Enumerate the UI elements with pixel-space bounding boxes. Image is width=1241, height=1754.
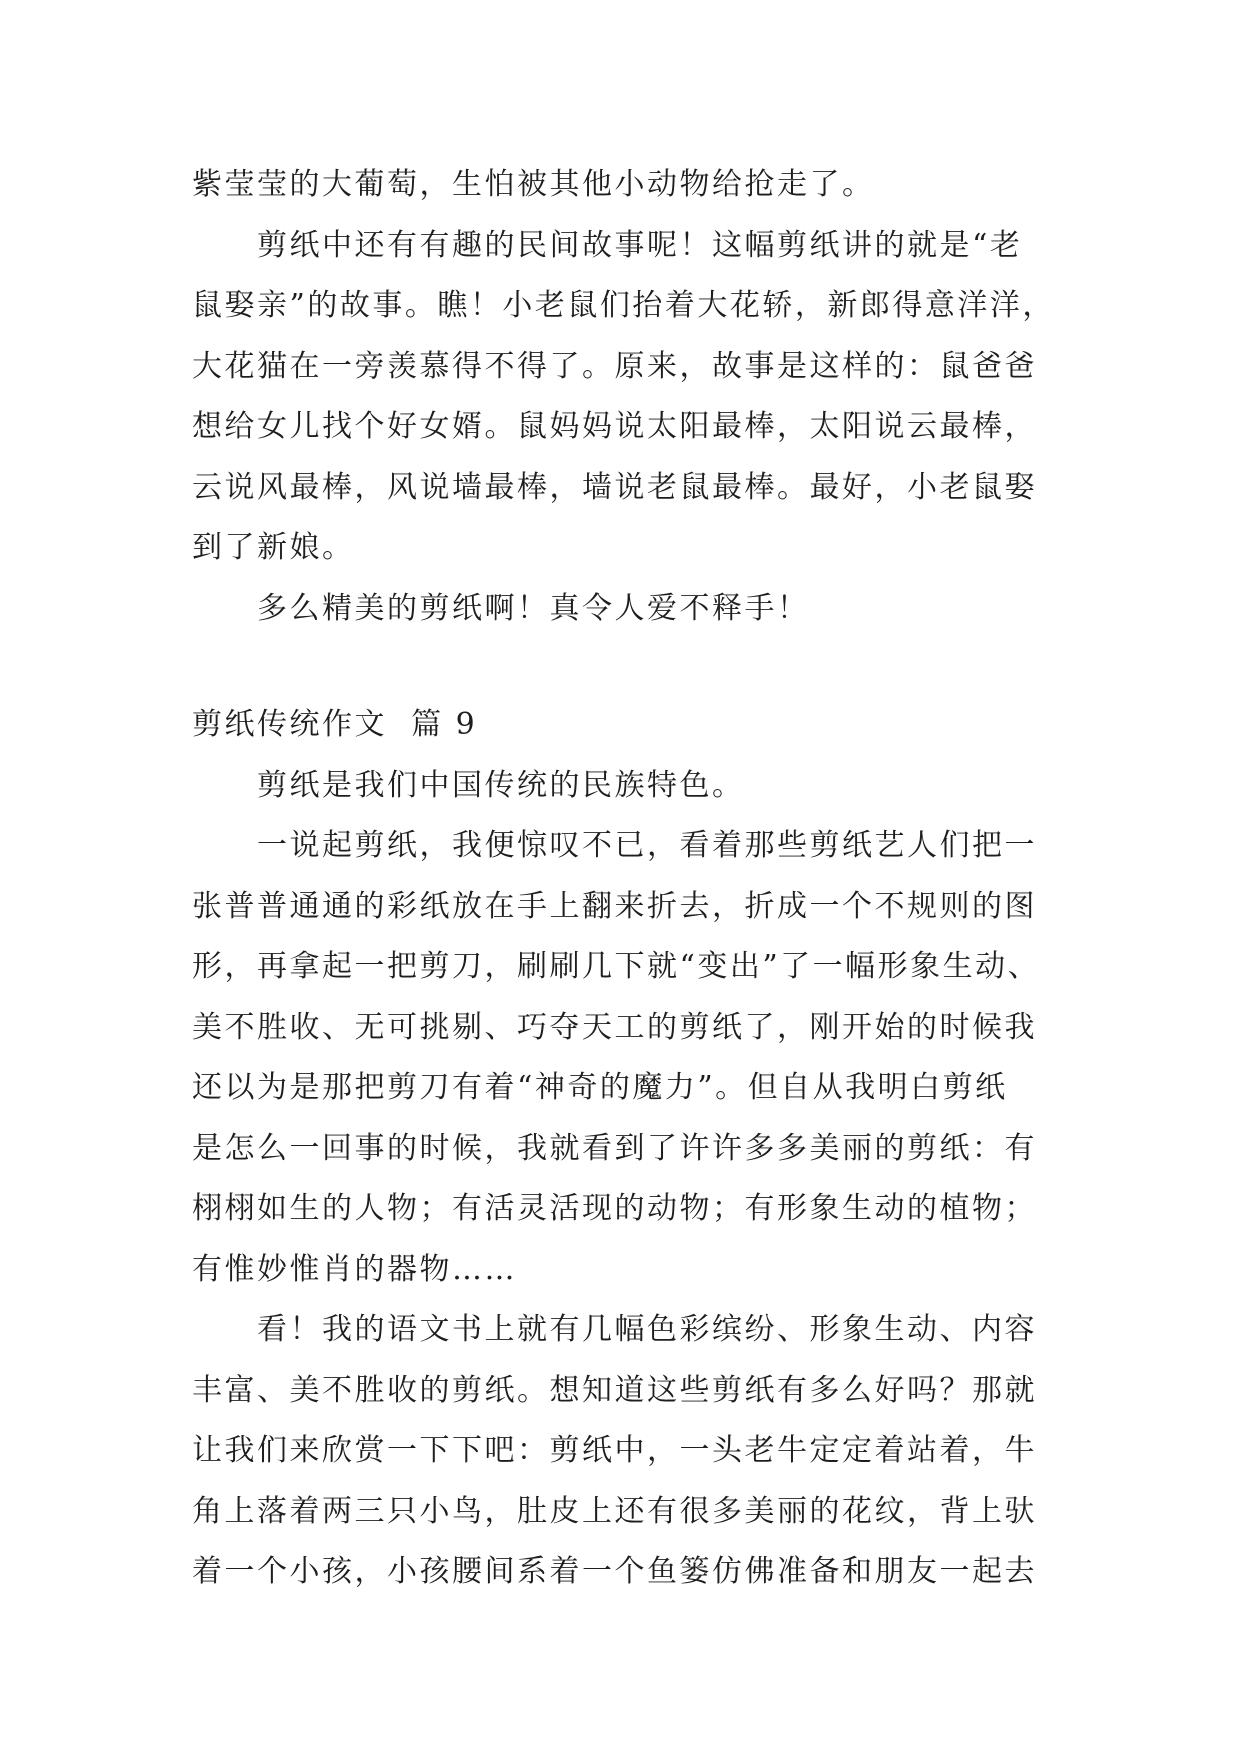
text-line: 张普普通通的彩纸放在手上翻来折去，折成一个不规则的图 (192, 888, 1037, 924)
text-line: 角上落着两三只小鸟，肚皮上还有很多美丽的花纹，背上驮 (192, 1493, 1037, 1529)
text-line: 一说起剪纸，我便惊叹不已，看着那些剪纸艺人们把一 (257, 828, 1037, 863)
text-line: 多么精美的剪纸啊！真令人爱不释手！ (257, 590, 810, 626)
text-line: 到了新娘。 (192, 530, 355, 565)
text-line: 美不胜收、无可挑剔、巧夺天工的剪纸了，刚开始的时候我 (192, 1009, 1037, 1045)
text-line: 有惟妙惟肖的器物…… (192, 1251, 517, 1287)
article-body (192, 155, 1072, 1603)
text-line: 想给女儿找个好女婿。鼠妈妈说太阳最棒，太阳说云最棒， (192, 409, 1037, 444)
text-line: 看！我的语文书上就有几幅色彩缤纷、形象生动、内容 (257, 1312, 1037, 1347)
paragraph-grape-ending (192, 155, 1072, 216)
text-line: 剪纸中还有有趣的民间故事呢！这幅剪纸讲的就是“老 (257, 227, 1023, 263)
text-line: 云说风最棒，风说墙最棒，墙说老鼠最棒。最好，小老鼠娶 (192, 469, 1037, 505)
text-line: 剪纸是我们中国传统的民族特色。 (257, 767, 745, 803)
paragraph-mouse-wedding-story (192, 216, 1072, 579)
paragraph-intro (192, 756, 1072, 817)
text-line: 丰富、美不胜收的剪纸。想知道这些剪纸有多么好吗？那就 (192, 1372, 1037, 1408)
text-line: 鼠娶亲”的故事。瞧！小老鼠们抬着大花轿，新郎得意洋洋， (192, 288, 1055, 323)
text-line: 形，再拿起一把剪刀，刷刷几下就“变出”了一幅形象生动、 (192, 949, 1041, 984)
text-line: 紫莹莹的大葡萄，生怕被其他小动物给抢走了。 (192, 167, 875, 202)
text-line: 着一个小孩，小孩腰间系着一个鱼篓仿佛准备和朋友一起去 (192, 1554, 1037, 1589)
text-line: 还以为是那把剪刀有着“神奇的魔力”。但自从我明白剪纸 (192, 1070, 1008, 1105)
text-line: 大花猫在一旁羡慕得不得了。原来，故事是这样的：鼠爸爸 (192, 348, 1037, 384)
paragraph-admiration (192, 579, 1072, 640)
section-heading (192, 695, 1072, 756)
text-line: 让我们来欣赏一下下吧：剪纸中，一头老牛定定着站着，牛 (192, 1433, 1037, 1468)
text-line: 是怎么一回事的时候，我就看到了许许多多美丽的剪纸：有 (192, 1130, 1037, 1166)
paragraph-textbook-papercut (192, 1300, 1072, 1603)
text-line: 栩栩如生的人物；有活灵活现的动物；有形象生动的植物； (192, 1191, 1037, 1226)
paragraph-papercut-artists (192, 816, 1072, 1300)
section-title-text: 剪纸传统作文 篇 9 (192, 707, 478, 742)
